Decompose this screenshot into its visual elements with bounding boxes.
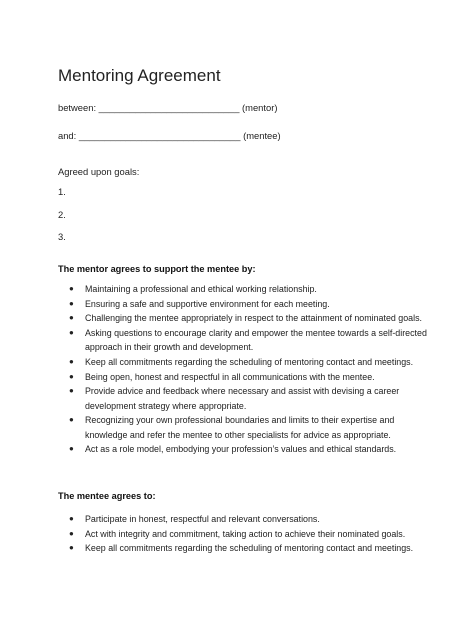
list-item-text: Challenging the mentee appropriately in respect to the attainment of nominated goals. <box>85 313 422 324</box>
bullet-icon: ● <box>69 415 74 425</box>
bullet-icon: ● <box>69 528 74 538</box>
bullet-icon: ● <box>69 284 74 293</box>
bullet-icon: ● <box>69 357 74 367</box>
bullet-icon: ● <box>69 371 74 381</box>
list-item <box>58 442 428 456</box>
list-item <box>58 311 428 325</box>
list-item <box>58 282 428 296</box>
list-item <box>58 326 428 354</box>
list-item <box>58 355 428 369</box>
list-item-text: Participate in honest, respectful and relevant conversations. <box>85 514 320 524</box>
goal-number-1: 1. <box>58 186 66 197</box>
list-item <box>58 384 428 412</box>
mentee-line: and: _______________________________ (mentee) <box>58 130 281 141</box>
mentor-heading: The mentor agrees to support the mentee by: <box>58 264 256 274</box>
mentor-commitments-list <box>58 282 428 457</box>
bullet-icon: ● <box>69 444 74 454</box>
list-item-text: Keep all commitments regarding the scheduling of mentoring contact and meetings. <box>85 357 414 368</box>
list-item-text: Ensuring a safe and supportive environment for each meeting. <box>85 298 330 309</box>
list-item <box>58 297 428 311</box>
bullet-icon: ● <box>69 514 74 523</box>
bullet-icon: ● <box>69 313 74 323</box>
bullet-icon: ● <box>69 543 74 553</box>
list-item-text: Keep all commitments regarding the scheduling of mentoring contact and meetings. <box>85 543 414 554</box>
bullet-icon: ● <box>69 328 74 338</box>
goal-number-2: 2. <box>58 209 66 220</box>
bullet-icon: ● <box>69 386 74 396</box>
list-item-text: Being open, honest and respectful in all communications with the mentee. <box>85 371 375 382</box>
list-item-text: Provide advice and feedback where necessary and assist with devising a career development strategy where appropriate. <box>85 386 400 411</box>
list-item-text: Maintaining a professional and ethical working relationship. <box>85 284 317 294</box>
list-item <box>58 527 428 541</box>
list-item <box>58 370 428 384</box>
list-item-text: Act as a role model, embodying your profession’s values and ethical standards. <box>85 444 397 455</box>
list-item-text: Asking questions to encourage clarity and empower the mentee towards a self-directed approach in their growth and development. <box>85 328 427 353</box>
goal-number-3: 3. <box>58 231 66 242</box>
mentor-line: between: ___________________________ (mentor) <box>58 102 278 113</box>
list-item-text: Act with integrity and commitment, taking action to achieve their nominated goals. <box>85 528 406 539</box>
list-item <box>58 413 428 441</box>
mentee-heading: The mentee agrees to: <box>58 491 156 501</box>
list-item <box>58 541 428 555</box>
list-item-text: Recognizing your own professional boundaries and limits to their expertise and knowledge and refer the mentee to other specialists for advice as appropriate. <box>85 415 395 440</box>
document-title: Mentoring Agreement <box>58 66 221 85</box>
goals-label: Agreed upon goals: <box>58 166 140 177</box>
mentee-commitments-list <box>58 512 428 556</box>
bullet-icon: ● <box>69 298 74 308</box>
list-item <box>58 512 428 526</box>
